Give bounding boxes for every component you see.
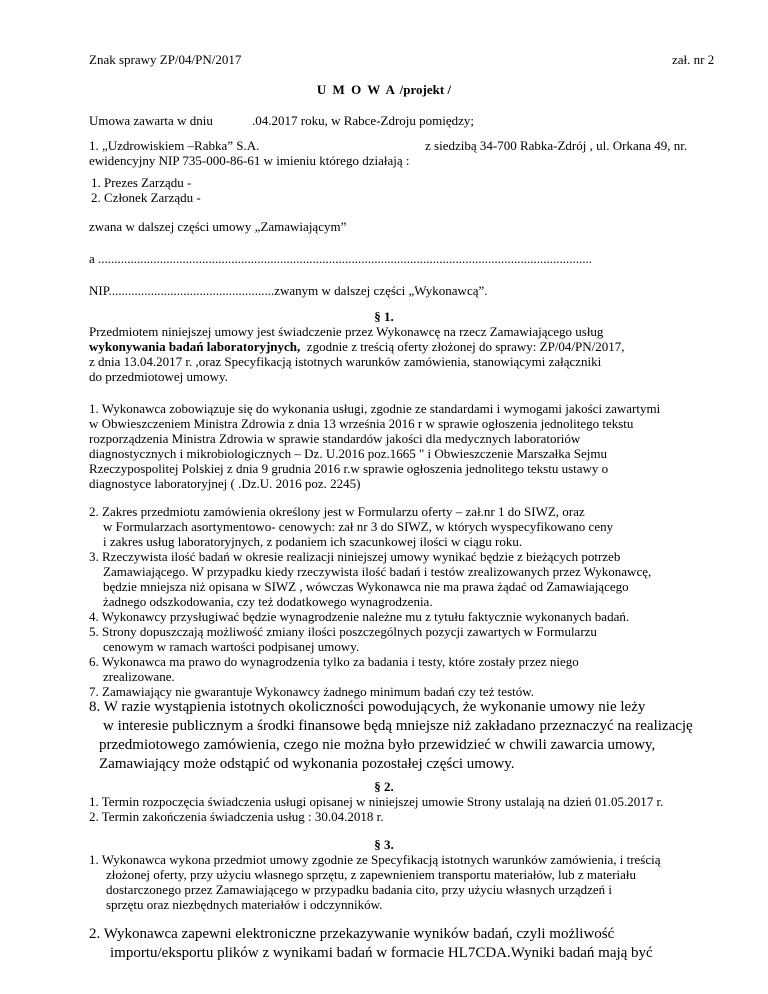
s1-item8-line4: Zamawiający może odstąpić od wykonania pozostałej części umowy. [99, 756, 515, 772]
s1-item1-line2: w Obwieszczeniem Ministra Zdrowia z dnia 13 września 2016 r w sprawie ogłoszenia jednolitego tekstu [89, 416, 634, 431]
s1-p1-line4: do przedmiotowej umowy. [89, 369, 228, 384]
s1-item3-line2: Zamawiającego. W przypadku kiedy rzeczywista ilość badań i testów zrealizowanych przez Wykonawcę, [103, 564, 652, 579]
party1-seat: z siedzibą 34-700 Rabka-Zdrój , ul. Orkana 49, nr. [425, 138, 688, 153]
s3-item1-line4: sprzętu oraz niezbędnych materiałów i odczynników. [106, 897, 383, 912]
representative-2: 2. Członek Zarządu - [91, 190, 201, 205]
s1-item3-line1: 3. Rzeczywista ilość badań w okresie realizacji niniejszej umowy wynikać będzie z bieżących potrzeb [89, 549, 621, 564]
s1-item8-line3: przedmiotowego zamówienia, czego nie można było przewidzieć w chwili zawarcia umowy, [99, 737, 656, 753]
concluded-rest: .04.2017 roku, w Rabce-Zdroju pomiędzy; [252, 113, 475, 128]
s1-item1-line3: rozporządzenia Ministra Zdrowia w sprawie standardów jakości dla medycznych laboratoriów [89, 431, 581, 446]
s1-item4-line1: 4. Wykonawcy przysługiwać będzie wynagrodzenie należne mu z tytułu faktycznie wykonanych badań. [89, 609, 630, 624]
document-title [0, 82, 768, 97]
s1-item3-line3: będzie mniejsza niż opisana w SIWZ , wówczas Wykonawca nie ma prawa żądać od Zamawiającego [103, 579, 629, 594]
s1-item7-line1: 7. Zamawiający nie gwarantuje Wykonawcy żadnego minimum badań czy też testów. [89, 684, 535, 699]
s3-item2-line2: importu/eksportu plików z wynikami badań w formacie HL7CDA.Wyniki badań mają być [110, 945, 653, 961]
s1-item2-line3: i zakres usług laboratoryjnych, z podaniem ich szacunkowej ilości w ciągu roku. [103, 534, 523, 549]
section-1-heading: § 1. [374, 309, 394, 324]
case-number: Znak sprawy ZP/04/PN/2017 [89, 52, 242, 67]
s1-p1-line1: Przedmiotem niniejszej umowy jest świadczenie przez Wykonawcę na rzecz Zamawiającego usług [89, 324, 604, 339]
s1-item5-line1: 5. Strony dopuszczają możliwość zmiany ilości poszczególnych pozycji zawartych w Formularzu [89, 624, 597, 639]
s1-item1-line6: diagnostyce laboratoryjnej ( .Dz.U. 2016 poz. 2245) [89, 476, 361, 491]
concluded-label: Umowa zawarta w dniu [89, 113, 213, 128]
s1-item8-line2: w interesie publicznym a środki finansowe będą mniejsze niż zakładano przeznaczyć na realizację [103, 718, 693, 734]
section-3-heading: § 3. [374, 837, 394, 852]
s1-item6-line2: zrealizowane. [103, 669, 175, 684]
s1-p1-line3: z dnia 13.04.2017 r. ,oraz Specyfikacją istotnych warunków zamówienia, stanowiącymi załączniki [89, 354, 602, 369]
title-main: U M O W A [316, 82, 397, 97]
s1-item1-line1: 1. Wykonawca zobowiązuje się do wykonania usługi, zgodnie ze standardami i wymogami jakości zawartymi [89, 401, 661, 416]
contractor-nip-blank: NIP...................................................zwanym w dalszej części „Wykonawcą”. [89, 283, 488, 298]
s1-item5-line2: cenowym w ramach wartości podpisanej umowy. [103, 639, 360, 654]
s1-item2-line2: w Formularzach asortymentowo- cenowych: zał nr 3 do SIWZ, w których wyspecyfikowano ceny [103, 519, 614, 534]
s1-item6-line1: 6. Wykonawca ma prawo do wynagrodzenia tylko za badania i testy, które zostały przez niego [89, 654, 579, 669]
attachment-number: zał. nr 2 [672, 52, 715, 67]
s3-item1-line1: 1. Wykonawca wykona przedmiot umowy zgodnie ze Specyfikacją istotnych warunków zamówienia, i treścią [89, 852, 661, 867]
ordering-party-definition: zwana w dalszej części umowy „Zamawiającym” [89, 219, 347, 234]
party1-nip: ewidencyjny NIP 735-000-86-61 w imieniu którego działają : [89, 153, 410, 168]
s3-item1-line3: dostarczonego przez Zamawiającego w przypadku badania cito, przy użyciu własnych urządzeń i [106, 882, 613, 897]
s1-item1-line5: Rzeczypospolitej Polskiej z dnia 9 grudnia 2016 r.w sprawie ogłoszenia jednolitego tekstu ustawy o [89, 461, 609, 476]
party1-name: 1. „Uzdrowiskiem –Rabka” S.A. [89, 138, 260, 153]
s1-p1-line2: wykonywania badań laboratoryjnych, zgodnie z treścią oferty złożonej do sprawy: ZP/04/PN/2017, [89, 339, 625, 354]
s1-p1-bold: wykonywania badań laboratoryjnych, [89, 339, 301, 354]
title-suffix: /projekt / [399, 82, 452, 97]
s1-item2-line1: 2. Zakres przedmiotu zamówienia określony jest w Formularzu oferty – zał.nr 1 do SIWZ, oraz [89, 504, 585, 519]
contractor-name-blank: a ........................................................................................................................................................ [89, 251, 593, 266]
s2-item2: 2. Termin zakończenia świadczenia usług : 30.04.2018 r. [89, 809, 384, 824]
representative-1: 1. Prezes Zarządu - [91, 175, 192, 190]
s3-item2-line1: 2. Wykonawca zapewni elektroniczne przekazywanie wyników badań, czyli możliwość [89, 926, 615, 942]
section-2-heading: § 2. [374, 779, 394, 794]
s1-item8-line1: 8. W razie wystąpienia istotnych okoliczności powodujących, że wykonanie umowy nie leży [89, 699, 646, 715]
s1-item1-line4: diagnostycznych i mikrobiologicznych – Dz. U.2016 poz.1665 " i Obwieszczenie Marszałka Sejmu [89, 446, 607, 461]
s1-item3-line4: żadnego odszkodowania, czy też dodatkowego wynagrodzenia. [103, 594, 433, 609]
s3-item1-line2: złożonej oferty, przy użyciu własnego sprzętu, z zapewnieniem transportu materiałów, lub z materiału [106, 867, 637, 882]
s2-item1: 1. Termin rozpoczęcia świadczenia usługi opisanej w niniejszej umowie Strony ustalają na dzień 01.05.2017 r. [89, 794, 664, 809]
